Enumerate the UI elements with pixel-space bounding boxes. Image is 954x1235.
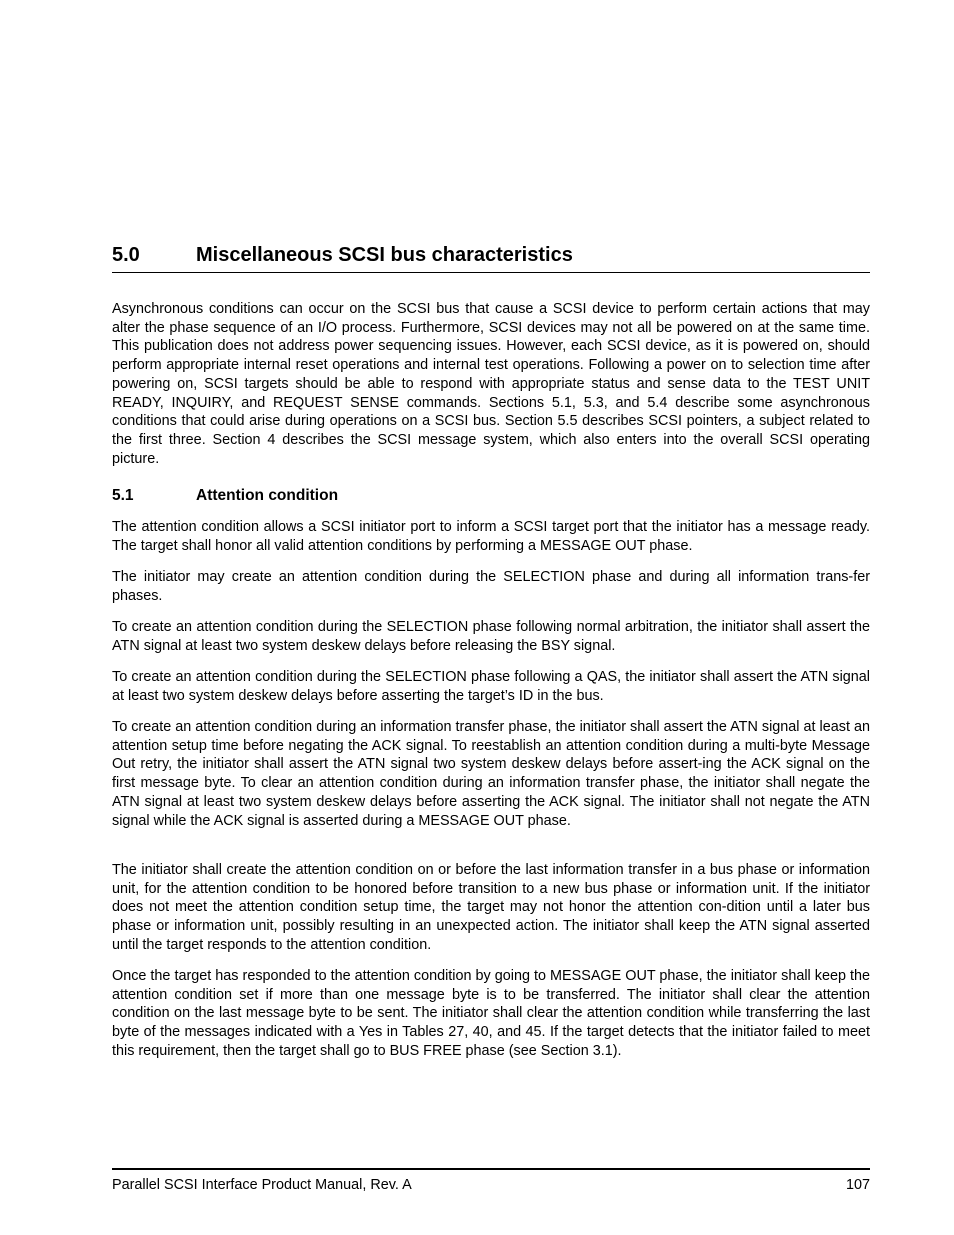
subsection-title: Attention condition xyxy=(196,487,339,504)
section-title: Miscellaneous SCSI bus characteristics xyxy=(196,244,573,266)
document-page xyxy=(112,0,870,1235)
body-paragraph: To create an attention condition during an information transfer phase, the initiator shall assert the ATN signal at least an attention setup time before negating the ACK signal. To reestablish an attention condition during a multi-byte Message Out retry, the initiator shall assert the ATN signal two system deskew delays before assert-ing the ACK signal on the first message byte. To clear an attention condition during an information transfer phase, the initiator shall negate the ATN signal at least two system deskew delays before asserting the ACK signal. The initiator shall not negate the ATN signal while the ACK signal is asserted during a MESSAGE OUT phase. xyxy=(112,719,870,829)
body-paragraph: Once the target has responded to the attention condition by going to MESSAGE OUT phase, the initiator shall keep the attention condition set if more than one message byte is to be transferred. The initiator shall clear the attention condition on the last message byte to be sent. The initiator shall clear the attention condition while transferring the last byte of the messages indicated with a Yes in Tables 27, 40, and 45. If the target detects that the initiator failed to meet this requirement, then the target shall go to BUS FREE phase (see Section 3.1). xyxy=(112,968,870,1059)
body-paragraph: To create an attention condition during the SELECTION phase following a QAS, the initiator shall assert the ATN signal at least two system deskew delays before asserting the target’s ID in the bus. xyxy=(112,669,870,704)
body-paragraph: The initiator may create an attention condition during the SELECTION phase and during all information trans-fer phases. xyxy=(112,569,870,604)
body-paragraph: The initiator shall create the attention condition on or before the last information transfer in a bus phase or information unit, for the attention condition to be honored before transition to a new bus phase or information unit. If the initiator does not meet the attention condition setup time, the target may not honor the attention con-dition until a later bus phase or information unit, possibly resulting in an unexpected action. The initiator shall keep the ATN signal asserted until the target responds to the attention condition. xyxy=(112,862,870,953)
footer-manual-title: Parallel SCSI Interface Product Manual, Rev. A xyxy=(112,1177,412,1193)
subsection-number: 5.1 xyxy=(112,487,134,504)
body-paragraph: To create an attention condition during the SELECTION phase following normal arbitration, the initiator shall assert the ATN signal at least two system deskew delays before releasing the BSY signal. xyxy=(112,619,870,654)
section-number: 5.0 xyxy=(112,244,140,266)
footer-page-number: 107 xyxy=(845,1177,870,1193)
section-intro-paragraph: Asynchronous conditions can occur on the SCSI bus that cause a SCSI device to perform certain actions that may alter the phase sequence of an I/O process. Furthermore, SCSI devices may not all be powered on at the same time. This publication does not address power sequencing issues. However, each SCSI device, as it is powered on, should perform appropriate internal reset operations and internal test operations. Following a power on to selection time after powering on, SCSI targets should be able to respond with appropriate status and sense data to the TEST UNIT READY, INQUIRY, and REQUEST SENSE commands. Sections 5.1, 5.3, and 5.4 describe some asynchronous conditions that could arise during operations on a SCSI bus. Section 5.5 describes SCSI pointers, a subject related to the first three. Section 4 describes the SCSI message system, which also enters into the overall SCSI operating picture. xyxy=(112,301,870,467)
footer-rule xyxy=(112,1168,870,1170)
section-heading xyxy=(112,243,870,273)
body-paragraph: The attention condition allows a SCSI initiator port to inform a SCSI target port that the initiator has a message ready. The target shall honor all valid attention conditions by performing a MESSAGE OUT phase. xyxy=(112,519,870,554)
